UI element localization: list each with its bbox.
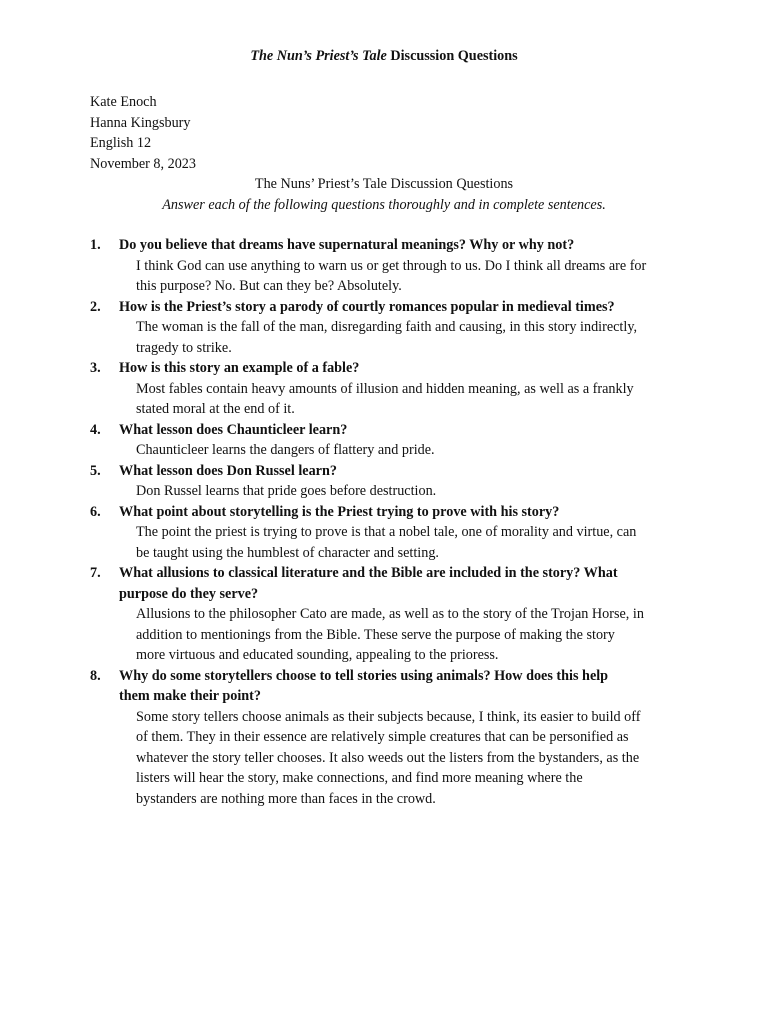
question-item xyxy=(90,235,690,297)
question-text: How is the Priest’s story a parody of courtly romances popular in medieval times? xyxy=(119,298,615,315)
question-item xyxy=(90,563,690,666)
title-italic-part: The Nun’s Priest’s Tale xyxy=(250,48,387,64)
answer-text: be taught using the humblest of character and setting. xyxy=(136,544,439,561)
answer-text: Most fables contain heavy amounts of illusion and hidden meaning, as well as a frankly xyxy=(136,380,634,397)
question-item xyxy=(90,420,690,461)
document-title xyxy=(0,46,768,66)
answer-text: listers will hear the story, make connections, and find more meaning where the xyxy=(136,770,583,786)
answer-text: Allusions to the philosopher Cato are made, as well as to the story of the Trojan Horse, in xyxy=(136,606,644,622)
title-rest: Discussion Questions xyxy=(386,48,518,64)
student-header xyxy=(90,92,196,174)
question-number: 4. xyxy=(90,421,101,438)
answer-text: The woman is the fall of the man, disregarding faith and causing, in this story indirectly, xyxy=(136,319,638,335)
question-text: What lesson does Don Russel learn? xyxy=(119,462,337,479)
question-text: them make their point? xyxy=(119,688,261,704)
question-text: Do you believe that dreams have supernatural meanings? Why or why not? xyxy=(119,237,575,253)
question-number: 8. xyxy=(90,667,101,684)
answer-text: bystanders are nothing more than faces in the crowd. xyxy=(136,790,436,807)
question-number: 3. xyxy=(90,360,101,376)
answer-text: whatever the story teller chooses. It also weeds out the listers from the bystanders, as the xyxy=(136,749,640,766)
answer-text: stated moral at the end of it. xyxy=(136,401,295,417)
answer-text: I think God can use anything to warn us or get through to us. Do I think all dreams are for xyxy=(136,257,647,274)
answer-text: addition to mentionings from the Bible. These serve the purpose of making the story xyxy=(136,626,615,643)
question-number: 1. xyxy=(90,237,101,253)
answer-text: tragedy to strike. xyxy=(136,339,232,356)
course-name: English 12 xyxy=(90,135,152,151)
question-item xyxy=(90,297,690,359)
question-number: 6. xyxy=(90,503,101,520)
question-text: Why do some storytellers choose to tell stories using animals? How does this help xyxy=(119,667,609,684)
answer-text: Chaunticleer learns the dangers of flattery and pride. xyxy=(136,442,435,458)
answer-text: The point the priest is trying to prove is that a nobel tale, one of morality and virtue, can xyxy=(136,524,637,540)
answer-text: Don Russel learns that pride goes before destruction. xyxy=(136,483,437,499)
assignment-instructions: Answer each of the following questions thoroughly and in complete sentences. xyxy=(162,197,606,213)
question-number: 5. xyxy=(90,462,101,479)
date-line: November 8, 2023 xyxy=(90,155,196,172)
question-text: What lesson does Chaunticleer learn? xyxy=(119,421,348,438)
question-text: purpose do they serve? xyxy=(119,585,259,602)
question-item xyxy=(90,461,690,502)
question-item xyxy=(90,666,690,810)
answer-text: more virtuous and educated sounding, appealing to the prioress. xyxy=(136,647,499,663)
assignment-subtitle: The Nuns’ Priest’s Tale Discussion Questions xyxy=(254,176,514,192)
answer-text: Some story tellers choose animals as their subjects because, I think, its easier to build off xyxy=(136,708,641,725)
student-name-1: Kate Enoch xyxy=(90,94,157,110)
student-name-2: Hanna Kingsbury xyxy=(90,114,191,131)
question-item xyxy=(90,358,690,420)
question-number: 7. xyxy=(90,565,101,581)
question-text: How is this story an example of a fable? xyxy=(119,360,360,376)
question-text: What point about storytelling is the Priest trying to prove with his story? xyxy=(119,503,560,520)
answer-text: of them. They in their essence are relatively simple creatures that can be personified as xyxy=(136,729,629,745)
question-number: 2. xyxy=(90,298,101,315)
question-text: What allusions to classical literature and the Bible are included in the story? What xyxy=(119,565,618,581)
question-item xyxy=(90,502,690,564)
answer-text: this purpose? No. But can they be? Absolutely. xyxy=(136,278,402,294)
question-list xyxy=(90,235,690,809)
